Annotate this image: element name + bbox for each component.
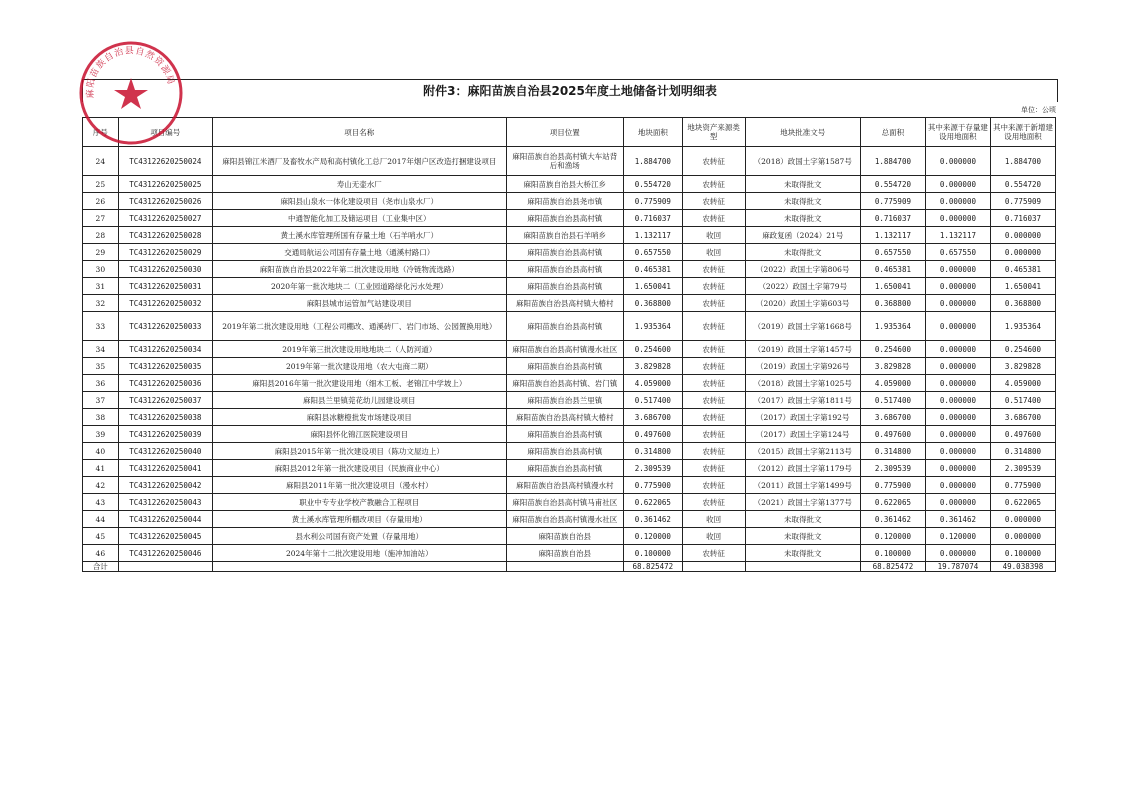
cell-approval: 未取得批文 [745, 176, 860, 193]
cell-no: 30 [83, 261, 119, 278]
cell-name: 寿山无壶水厂 [213, 176, 507, 193]
cell-location: 麻阳苗族自治县大桥江乡 [506, 176, 623, 193]
cell-code: TC43122620250029 [118, 244, 212, 261]
cell-no: 34 [83, 341, 119, 358]
cell-stock: 0.000000 [925, 477, 990, 494]
cell-total: 3.686700 [860, 409, 925, 426]
cell-no: 24 [83, 147, 119, 176]
table-header-row [83, 118, 1056, 147]
table-row [83, 278, 1056, 295]
document-title: 附件3：麻阳苗族自治县2025年度土地储备计划明细表 [82, 79, 1058, 102]
cell-code: TC43122620250046 [118, 545, 212, 562]
cell-no: 42 [83, 477, 119, 494]
cell-area: 0.657550 [623, 244, 682, 261]
cell-total: 0.517400 [860, 392, 925, 409]
totals-empty-cell [745, 562, 860, 572]
cell-stock: 0.000000 [925, 176, 990, 193]
cell-stock: 0.361462 [925, 511, 990, 528]
table-row [83, 147, 1056, 176]
cell-code: TC43122620250039 [118, 426, 212, 443]
cell-stock: 0.000000 [925, 312, 990, 341]
cell-approval: 麻政复函（2024）21号 [745, 227, 860, 244]
totals-row [83, 562, 1056, 572]
cell-source: 农转征 [682, 193, 745, 210]
cell-name: 黄土溪水库管理所国有存量土地（石羊哨水厂） [213, 227, 507, 244]
cell-location: 麻阳苗族自治县高村镇 [506, 460, 623, 477]
cell-name: 2020年第一批次地块二（工业园道路绿化污水处理） [213, 278, 507, 295]
cell-approval: 未取得批文 [745, 545, 860, 562]
cell-code: TC43122620250026 [118, 193, 212, 210]
header-cell: 总面积 [860, 118, 925, 147]
cell-name: 黄土溪水库管理所棚改项目（存量用地） [213, 511, 507, 528]
svg-text:麻阳苗族自治县自然资源局: 麻阳苗族自治县自然资源局 [85, 46, 176, 99]
cell-new: 0.517400 [990, 392, 1055, 409]
cell-new: 0.254600 [990, 341, 1055, 358]
cell-name: 县水利公司国有资产处置（存量用地） [213, 528, 507, 545]
cell-area: 0.100000 [623, 545, 682, 562]
cell-area: 0.554720 [623, 176, 682, 193]
header-cell: 地块批准文号 [745, 118, 860, 147]
cell-new: 4.059000 [990, 375, 1055, 392]
cell-location: 麻阳苗族自治县高村镇 [506, 261, 623, 278]
cell-source: 农转征 [682, 341, 745, 358]
cell-new: 0.000000 [990, 511, 1055, 528]
cell-code: TC43122620250037 [118, 392, 212, 409]
cell-location: 麻阳苗族自治县高村镇、岩门镇 [506, 375, 623, 392]
cell-code: TC43122620250027 [118, 210, 212, 227]
cell-stock: 0.120000 [925, 528, 990, 545]
cell-code: TC43122620250028 [118, 227, 212, 244]
cell-source: 农转征 [682, 494, 745, 511]
cell-name: 麻阳县冰糖橙批发市场建设项目 [213, 409, 507, 426]
cell-source: 农转征 [682, 278, 745, 295]
cell-area: 0.716037 [623, 210, 682, 227]
cell-code: TC43122620250025 [118, 176, 212, 193]
cell-code: TC43122620250030 [118, 261, 212, 278]
cell-approval: （2019）政国土字第1457号 [745, 341, 860, 358]
cell-source: 收回 [682, 244, 745, 261]
totals-new-area: 49.038398 [990, 562, 1055, 572]
cell-stock: 0.000000 [925, 443, 990, 460]
cell-location: 麻阳苗族自治县 [506, 545, 623, 562]
cell-stock: 0.000000 [925, 392, 990, 409]
cell-stock: 0.000000 [925, 375, 990, 392]
cell-no: 38 [83, 409, 119, 426]
table-row [83, 375, 1056, 392]
cell-new: 0.100000 [990, 545, 1055, 562]
cell-new: 0.554720 [990, 176, 1055, 193]
cell-total: 1.132117 [860, 227, 925, 244]
cell-new: 1.935364 [990, 312, 1055, 341]
cell-no: 25 [83, 176, 119, 193]
cell-total: 0.554720 [860, 176, 925, 193]
cell-area: 3.686700 [623, 409, 682, 426]
cell-name: 2019年第二批次建设用地（工程公司棚改、通溪砖厂、岩门市场、公园置换用地） [213, 312, 507, 341]
cell-no: 39 [83, 426, 119, 443]
cell-stock: 0.657550 [925, 244, 990, 261]
cell-no: 35 [83, 358, 119, 375]
cell-source: 农转征 [682, 443, 745, 460]
header-cell: 其中来源于存量建设用地面积 [925, 118, 990, 147]
cell-name: 麻阳县2015年第一批次建设项目（陈功文屋边上） [213, 443, 507, 460]
cell-source: 农转征 [682, 358, 745, 375]
cell-no: 43 [83, 494, 119, 511]
cell-total: 1.935364 [860, 312, 925, 341]
table-row [83, 392, 1056, 409]
cell-source: 收回 [682, 227, 745, 244]
cell-no: 26 [83, 193, 119, 210]
totals-empty-cell [213, 562, 507, 572]
cell-total: 0.775900 [860, 477, 925, 494]
cell-source: 农转征 [682, 409, 745, 426]
cell-total: 1.650041 [860, 278, 925, 295]
table-row [83, 244, 1056, 261]
cell-no: 32 [83, 295, 119, 312]
cell-approval: （2020）政国土字第603号 [745, 295, 860, 312]
unit-label: 单位：公顷 [1021, 106, 1056, 114]
totals-area: 68.825472 [623, 562, 682, 572]
header-cell: 地块资产来源类型 [682, 118, 745, 147]
cell-source: 农转征 [682, 426, 745, 443]
cell-approval: （2022）政国土字第806号 [745, 261, 860, 278]
cell-code: TC43122620250045 [118, 528, 212, 545]
cell-code: TC43122620250034 [118, 341, 212, 358]
cell-area: 2.309539 [623, 460, 682, 477]
totals-empty-cell [682, 562, 745, 572]
cell-new: 0.000000 [990, 244, 1055, 261]
cell-new: 0.000000 [990, 528, 1055, 545]
cell-new: 0.000000 [990, 227, 1055, 244]
cell-code: TC43122620250024 [118, 147, 212, 176]
cell-area: 0.314800 [623, 443, 682, 460]
cell-new: 2.309539 [990, 460, 1055, 477]
cell-location: 麻阳苗族自治县高村镇马甫社区 [506, 494, 623, 511]
cell-total: 0.622065 [860, 494, 925, 511]
cell-location: 麻阳苗族自治县高村镇漫水社区 [506, 341, 623, 358]
table-row [83, 409, 1056, 426]
cell-location: 麻阳苗族自治县高村镇 [506, 443, 623, 460]
cell-approval: （2018）政国土字第1587号 [745, 147, 860, 176]
cell-total: 0.775909 [860, 193, 925, 210]
cell-total: 4.059000 [860, 375, 925, 392]
table-row [83, 341, 1056, 358]
cell-approval: （2011）政国土字第1499号 [745, 477, 860, 494]
cell-area: 0.120000 [623, 528, 682, 545]
cell-stock: 0.000000 [925, 341, 990, 358]
table-row [83, 227, 1056, 244]
cell-name: 麻阳县城市运管加气站建设项目 [213, 295, 507, 312]
cell-source: 农转征 [682, 261, 745, 278]
cell-new: 0.775909 [990, 193, 1055, 210]
table-row [83, 312, 1056, 341]
cell-approval: 未取得批文 [745, 528, 860, 545]
cell-approval: 未取得批文 [745, 210, 860, 227]
cell-source: 农转征 [682, 210, 745, 227]
cell-code: TC43122620250032 [118, 295, 212, 312]
header-cell: 项目位置 [506, 118, 623, 147]
table-row [83, 443, 1056, 460]
cell-stock: 0.000000 [925, 409, 990, 426]
cell-name: 麻阳县山泉水一体化建设项目（尧市山泉水厂） [213, 193, 507, 210]
cell-area: 0.254600 [623, 341, 682, 358]
cell-location: 麻阳苗族自治县高村镇 [506, 278, 623, 295]
cell-total: 0.657550 [860, 244, 925, 261]
cell-total: 0.497600 [860, 426, 925, 443]
header-cell: 地块面积 [623, 118, 682, 147]
cell-code: TC43122620250043 [118, 494, 212, 511]
cell-code: TC43122620250044 [118, 511, 212, 528]
cell-code: TC43122620250036 [118, 375, 212, 392]
cell-approval: （2019）政国土字第926号 [745, 358, 860, 375]
cell-name: 2024年第十二批次建设用地（施冲加油站） [213, 545, 507, 562]
cell-source: 收回 [682, 511, 745, 528]
cell-total: 0.716037 [860, 210, 925, 227]
totals-empty-cell [118, 562, 212, 572]
cell-no: 44 [83, 511, 119, 528]
totals-label: 合计 [83, 562, 119, 572]
cell-total: 0.120000 [860, 528, 925, 545]
cell-no: 45 [83, 528, 119, 545]
table-row [83, 528, 1056, 545]
totals-empty-cell [506, 562, 623, 572]
cell-new: 0.368800 [990, 295, 1055, 312]
cell-total: 0.100000 [860, 545, 925, 562]
cell-stock: 0.000000 [925, 147, 990, 176]
cell-new: 1.884700 [990, 147, 1055, 176]
cell-no: 40 [83, 443, 119, 460]
cell-approval: （2018）政国土字第1025号 [745, 375, 860, 392]
cell-approval: （2019）政国土字第1668号 [745, 312, 860, 341]
cell-no: 28 [83, 227, 119, 244]
cell-code: TC43122620250033 [118, 312, 212, 341]
table-row [83, 545, 1056, 562]
cell-new: 0.314800 [990, 443, 1055, 460]
cell-approval: （2017）政国土字第124号 [745, 426, 860, 443]
cell-source: 农转征 [682, 176, 745, 193]
cell-source: 收回 [682, 528, 745, 545]
cell-stock: 0.000000 [925, 210, 990, 227]
table-row [83, 261, 1056, 278]
cell-approval: （2017）政国土字第192号 [745, 409, 860, 426]
cell-source: 农转征 [682, 147, 745, 176]
cell-no: 46 [83, 545, 119, 562]
table-row [83, 295, 1056, 312]
cell-new: 0.622065 [990, 494, 1055, 511]
cell-location: 麻阳苗族自治县高村镇漫水社区 [506, 511, 623, 528]
cell-approval: 未取得批文 [745, 193, 860, 210]
cell-location: 麻阳苗族自治县高村镇大车站背后和渔场 [506, 147, 623, 176]
land-reserve-table [82, 117, 1056, 572]
table-row [83, 210, 1056, 227]
cell-stock: 0.000000 [925, 261, 990, 278]
cell-approval: （2015）政国土字第2113号 [745, 443, 860, 460]
cell-total: 0.254600 [860, 341, 925, 358]
totals-stock-area: 19.787074 [925, 562, 990, 572]
cell-stock: 0.000000 [925, 494, 990, 511]
table-row [83, 477, 1056, 494]
totals-total-area: 68.825472 [860, 562, 925, 572]
cell-area: 1.132117 [623, 227, 682, 244]
cell-source: 农转征 [682, 392, 745, 409]
cell-new: 0.716037 [990, 210, 1055, 227]
cell-source: 农转征 [682, 295, 745, 312]
cell-location: 麻阳苗族自治县高村镇大椿村 [506, 409, 623, 426]
cell-location: 麻阳苗族自治县高村镇漫水村 [506, 477, 623, 494]
cell-area: 4.059000 [623, 375, 682, 392]
cell-name: 2019年第三批次建设用地地块二（人防河道） [213, 341, 507, 358]
cell-approval: （2017）政国土字第1811号 [745, 392, 860, 409]
table-row [83, 358, 1056, 375]
cell-new: 3.829828 [990, 358, 1055, 375]
cell-location: 麻阳苗族自治县高村镇 [506, 312, 623, 341]
cell-area: 1.884700 [623, 147, 682, 176]
cell-location: 麻阳苗族自治县兰里镇 [506, 392, 623, 409]
cell-name: 麻阳县2012年第一批次建设项目（民族商业中心） [213, 460, 507, 477]
cell-source: 农转征 [682, 477, 745, 494]
header-cell: 项目编号 [118, 118, 212, 147]
cell-area: 1.650041 [623, 278, 682, 295]
cell-location: 麻阳苗族自治县尧市镇 [506, 193, 623, 210]
cell-code: TC43122620250041 [118, 460, 212, 477]
cell-name: 麻阳县2016年第一批次建设用地（细木工板、老锦江中学坡上） [213, 375, 507, 392]
cell-total: 3.829828 [860, 358, 925, 375]
cell-location: 麻阳苗族自治县高村镇 [506, 210, 623, 227]
cell-stock: 0.000000 [925, 426, 990, 443]
cell-no: 33 [83, 312, 119, 341]
cell-stock: 0.000000 [925, 295, 990, 312]
table-row [83, 460, 1056, 477]
cell-name: 麻阳县怀化锦江医院建设项目 [213, 426, 507, 443]
cell-area: 0.497600 [623, 426, 682, 443]
cell-code: TC43122620250031 [118, 278, 212, 295]
cell-total: 0.368800 [860, 295, 925, 312]
cell-location: 麻阳苗族自治县高村镇 [506, 426, 623, 443]
cell-no: 27 [83, 210, 119, 227]
table-row [83, 176, 1056, 193]
cell-new: 1.650041 [990, 278, 1055, 295]
cell-name: 麻阳县2011年第一批次建设项目（漫水村） [213, 477, 507, 494]
cell-name: 交通局航运公司国有存量土地（通溪村路口） [213, 244, 507, 261]
cell-area: 0.622065 [623, 494, 682, 511]
cell-name: 麻阳苗族自治县2022年第二批次建设用地（冷链物流选路） [213, 261, 507, 278]
table-row [83, 193, 1056, 210]
cell-area: 0.775900 [623, 477, 682, 494]
cell-name: 2019年第一批次建设用地（农大屯商二期） [213, 358, 507, 375]
cell-new: 0.465381 [990, 261, 1055, 278]
cell-approval: 未取得批文 [745, 511, 860, 528]
cell-total: 2.309539 [860, 460, 925, 477]
cell-location: 麻阳苗族自治县石羊哨乡 [506, 227, 623, 244]
cell-location: 麻阳苗族自治县高村镇 [506, 244, 623, 261]
cell-no: 31 [83, 278, 119, 295]
cell-new: 0.497600 [990, 426, 1055, 443]
cell-code: TC43122620250042 [118, 477, 212, 494]
cell-total: 0.465381 [860, 261, 925, 278]
cell-source: 农转征 [682, 312, 745, 341]
header-cell: 序号 [83, 118, 119, 147]
cell-stock: 0.000000 [925, 358, 990, 375]
cell-total: 1.884700 [860, 147, 925, 176]
cell-no: 36 [83, 375, 119, 392]
cell-area: 1.935364 [623, 312, 682, 341]
cell-name: 中通智能化加工及储运项目（工业集中区） [213, 210, 507, 227]
cell-area: 0.517400 [623, 392, 682, 409]
table-row [83, 494, 1056, 511]
cell-location: 麻阳苗族自治县高村镇 [506, 358, 623, 375]
cell-source: 农转征 [682, 545, 745, 562]
cell-name: 麻阳县兰里镇莞花幼儿园建设项目 [213, 392, 507, 409]
cell-source: 农转征 [682, 375, 745, 392]
header-cell: 其中来源于新增建设用地面积 [990, 118, 1055, 147]
header-cell: 项目名称 [213, 118, 507, 147]
cell-area: 3.829828 [623, 358, 682, 375]
cell-total: 0.314800 [860, 443, 925, 460]
table-row [83, 511, 1056, 528]
cell-stock: 0.000000 [925, 460, 990, 477]
cell-approval: （2022）政国土字第79号 [745, 278, 860, 295]
cell-area: 0.368800 [623, 295, 682, 312]
cell-approval: （2012）政国土字第1179号 [745, 460, 860, 477]
cell-location: 麻阳苗族自治县 [506, 528, 623, 545]
cell-source: 农转征 [682, 460, 745, 477]
cell-new: 0.775900 [990, 477, 1055, 494]
cell-code: TC43122620250040 [118, 443, 212, 460]
table-row [83, 426, 1056, 443]
cell-stock: 1.132117 [925, 227, 990, 244]
cell-approval: 未取得批文 [745, 244, 860, 261]
cell-new: 3.686700 [990, 409, 1055, 426]
cell-area: 0.361462 [623, 511, 682, 528]
cell-no: 37 [83, 392, 119, 409]
cell-area: 0.465381 [623, 261, 682, 278]
cell-stock: 0.000000 [925, 193, 990, 210]
cell-stock: 0.000000 [925, 545, 990, 562]
cell-code: TC43122620250035 [118, 358, 212, 375]
cell-no: 41 [83, 460, 119, 477]
cell-name: 职业中专专业学校产教融合工程项目 [213, 494, 507, 511]
cell-total: 0.361462 [860, 511, 925, 528]
cell-name: 麻阳县锦江米酒厂及畜牧水产局和高村镇化工总厂2017年烟户区改造打捆建设项目 [213, 147, 507, 176]
cell-no: 29 [83, 244, 119, 261]
cell-location: 麻阳苗族自治县高村镇大椿村 [506, 295, 623, 312]
cell-code: TC43122620250038 [118, 409, 212, 426]
cell-area: 0.775909 [623, 193, 682, 210]
cell-approval: （2021）政国土字第1377号 [745, 494, 860, 511]
cell-stock: 0.000000 [925, 278, 990, 295]
